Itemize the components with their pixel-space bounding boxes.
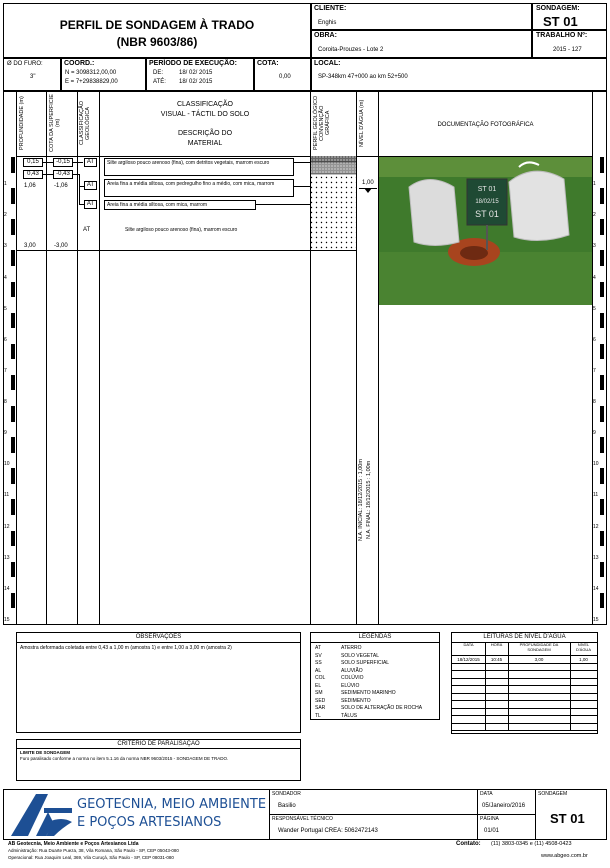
- trabalho-label: TRABALHO Nº:: [536, 32, 588, 39]
- legendas-box: [310, 632, 440, 720]
- desc-layer-4: Silte argiloso pouco arenoso (fina), marrom escuro: [125, 227, 238, 233]
- de-value: 18/ 02/ 2015: [179, 70, 213, 76]
- scale-tick-label: 3: [593, 243, 596, 250]
- scale-tick-label: 11: [4, 492, 10, 499]
- scale-segment: [600, 157, 604, 173]
- sondador-value: Basilio: [278, 803, 296, 809]
- na-inicial: N.A. INICIAL: 18/12/2015 : 1,00m: [358, 459, 364, 541]
- leituras-header: NÍVEL D'ÁGUA: [576, 642, 591, 652]
- page-title: PERFIL DE SONDAGEM À TRADO: [59, 18, 255, 32]
- leituras-box: [451, 632, 598, 734]
- desc-layer-3: Areia fina a média siltosa, com mica, marrom: [104, 200, 256, 210]
- scale-tick-label: 4: [4, 274, 7, 281]
- scale-segment: [11, 468, 15, 484]
- scale-segment: [11, 219, 15, 235]
- scale-tick-label: 11: [593, 492, 599, 499]
- responsavel-label: RESPONSÁVEL TÉCNICO: [272, 816, 333, 822]
- scale-segment: [11, 250, 15, 266]
- legend-desc: ELÚVIO: [341, 682, 360, 689]
- observacoes-text: Amostra deformada coletada entre 0,43 a 1,00 m (amostra 1) e entre 1,00 a 3,00 m (amostra 2): [20, 645, 232, 651]
- address-admin: Administração: Rua Duarte Pueza, 38, Vila Romana, São Paulo - SP, CEP 05043-080: [8, 848, 179, 853]
- local-box: [311, 58, 607, 91]
- board-text-3: ST 01: [475, 209, 499, 219]
- sondagem-box: [532, 3, 607, 30]
- leituras-header: HORA: [490, 642, 503, 647]
- obra-label: OBRA:: [314, 32, 337, 39]
- scale-segment: [11, 406, 15, 422]
- scale-tick-label: 2: [593, 212, 596, 219]
- scale-tick-label: 7: [593, 367, 596, 374]
- scale-tick-label: 9: [4, 430, 7, 437]
- scale-tick-label: 10: [593, 461, 599, 468]
- furo-box: [3, 58, 61, 91]
- leituras-header: DATA: [463, 642, 474, 647]
- col-classificacao-geologica: CLASSIFICAÇÃO GEOLÓGICA: [79, 101, 91, 146]
- water-level-mark: 1,00: [362, 180, 374, 186]
- legend-code: TL: [315, 712, 321, 719]
- scale-tick-label: 6: [593, 336, 596, 343]
- pagina-label: PÁGINA: [480, 816, 499, 822]
- scale-segment: [11, 593, 15, 609]
- cota-value: 0,00: [279, 74, 291, 80]
- periodo-box: [146, 58, 254, 91]
- data-value: 05/Janeiro/2016: [482, 803, 526, 809]
- cota-3-00: -3,00: [54, 243, 68, 249]
- desc-layer-1: Silte argiloso pouco arenoso (fina), com detritos vegetais, marrom escuro: [104, 158, 294, 176]
- company-name-line1: GEOTECNIA, MEIO AMBIENTE: [77, 797, 267, 812]
- scale-segment: [11, 499, 15, 515]
- observacoes-title: OBSERVAÇÕES: [135, 634, 182, 640]
- scale-segment: [11, 188, 15, 204]
- scale-tick-label: 14: [4, 585, 10, 592]
- address-operacional: Operacional: Rua Joaquim Leal, 369, Vila Curuçá, São Paulo - SP, CEP 08031-080: [8, 855, 174, 860]
- cota-0-15: -0,15: [53, 158, 73, 167]
- leituras-header: PROFUNDIDADE DA SONDAGEM: [519, 642, 559, 652]
- scale-segment: [600, 531, 604, 547]
- scale-segment: [600, 499, 604, 515]
- scale-tick-label: 4: [593, 274, 596, 281]
- scale-segment: [11, 375, 15, 391]
- criterio-title: CRITÉRIO DE PARALISAÇÃO: [117, 741, 200, 747]
- obra-box: [311, 30, 532, 58]
- depth-0-43: 0,43: [23, 170, 43, 179]
- observacoes-box: [16, 632, 301, 733]
- cota-0-43: -0,43: [53, 170, 73, 179]
- scale-tick-label: 15: [593, 617, 599, 623]
- scale-tick-label: 10: [4, 461, 10, 468]
- legend-desc: SOLO DE ALTERAÇÃO DE ROCHA: [341, 705, 423, 711]
- coord-e: E = 7+29838829,00: [65, 79, 118, 85]
- col-nivel: NÍVEL D'ÁGUA (m): [359, 99, 365, 147]
- code-at-4: AT: [83, 227, 91, 233]
- ate-value: 18/ 02/ 2015: [179, 79, 213, 85]
- col-descricao-title: DESCRIÇÃO DO: [177, 130, 233, 137]
- code-at-1: AT: [84, 158, 97, 167]
- trabalho-value: 2015 - 127: [553, 47, 582, 53]
- geological-profile: [310, 156, 356, 250]
- scale-segment: [600, 406, 604, 422]
- scale-tick-label: 5: [4, 305, 7, 312]
- code-at-3: AT: [84, 200, 97, 209]
- legend-code: SED: [315, 697, 326, 704]
- scale-tick-label: 1: [4, 181, 7, 188]
- scale-tick-label: 13: [593, 554, 599, 561]
- depth-3-00: 3,00: [24, 243, 36, 249]
- scale-segment: [600, 562, 604, 578]
- scale-tick-label: 5: [593, 305, 596, 312]
- legendas-title: LEGENDAS: [358, 634, 392, 640]
- cota-label: COTA:: [257, 60, 279, 67]
- scale-tick-label: 12: [4, 523, 10, 530]
- cota-box: [254, 58, 311, 91]
- legend-desc: ALUVIÃO: [341, 667, 363, 674]
- footer-sondagem-value: ST 01: [550, 811, 585, 826]
- scale-tick-label: 2: [4, 212, 7, 219]
- address-company: AB Geotecnia, Meio Ambiente e Poços Artesianos Ltda: [8, 841, 139, 847]
- scale-segment: [11, 344, 15, 360]
- coord-label: COORD.:: [64, 60, 95, 67]
- legend-code: SS: [315, 660, 322, 666]
- scale-tick-label: 6: [4, 336, 7, 343]
- cliente-value: Enghis: [318, 20, 337, 26]
- scale-tick-label: 8: [593, 399, 596, 406]
- depth-0-15: 0,15: [23, 158, 43, 167]
- scale-tick-label: 1: [593, 181, 596, 188]
- legend-code: SM: [315, 690, 323, 696]
- legend-desc: COLÚVIO: [341, 675, 364, 681]
- pagina-value: 01/01: [484, 828, 500, 834]
- criterio-box: [16, 739, 301, 781]
- scale-segment: [600, 593, 604, 609]
- scale-segment: [600, 250, 604, 266]
- col-classificacao-sub: VISUAL - TÁCTIL DO SOLO: [160, 111, 250, 118]
- col-classificacao-title: CLASSIFICAÇÃO: [176, 101, 233, 108]
- leituras-cell: 3,00: [534, 656, 544, 662]
- scale-tick-label: 12: [593, 523, 599, 530]
- data-label: DATA: [480, 791, 493, 797]
- scale-segment: [11, 313, 15, 329]
- page-subtitle: (NBR 9603/86): [116, 35, 198, 49]
- col-perfil: PERFIL GEOLÓGICO CONVENÇÃO GRÁFICA: [313, 95, 331, 151]
- legend-code: SAR: [315, 705, 326, 711]
- contato-label: Contato:: [456, 841, 481, 847]
- col-descricao-sub: MATERIAL: [187, 140, 223, 147]
- scale-tick-label: 9: [593, 430, 596, 437]
- scale-segment: [11, 157, 15, 173]
- criterio-subtitle: LIMITE DE SONDAGEM: [20, 750, 71, 755]
- scale-tick-label: 7: [4, 367, 7, 374]
- scale-tick-label: 15: [4, 617, 10, 623]
- scale-segment: [11, 282, 15, 298]
- contato-value: (11) 3803-0345 e (11) 4508-0423: [491, 841, 572, 847]
- scale-segment: [600, 375, 604, 391]
- legend-desc: SEDIMENTO MARINHO: [341, 690, 396, 696]
- water-level-triangle-icon: [364, 188, 372, 193]
- scale-segment: [600, 313, 604, 329]
- scale-segment: [11, 562, 15, 578]
- legend-code: SV: [315, 652, 322, 659]
- coord-box: [61, 58, 146, 91]
- local-label: LOCAL:: [314, 60, 341, 67]
- scale-tick-label: 3: [4, 243, 7, 250]
- cliente-label: CLIENTE:: [314, 5, 347, 12]
- header-title-box: [3, 3, 311, 58]
- legend-desc: SOLO SUPERFICIAL: [341, 660, 390, 666]
- col-doc-foto: DOCUMENTAÇÃO FOTOGRÁFICA: [437, 122, 534, 128]
- local-value: SP-348km 47+000 ao km 52+500: [318, 74, 408, 80]
- legend-code: AT: [315, 645, 322, 651]
- leituras-cell: 1,00: [579, 656, 588, 662]
- company-logo: [6, 792, 76, 838]
- periodo-label: PERÍODO DE EXECUÇÃO:: [149, 60, 237, 67]
- na-final: N.A. FINAL: 18/12/2015 : 1,00m: [366, 460, 372, 540]
- legend-code: COL: [315, 675, 326, 681]
- legend-code: AL: [315, 667, 322, 674]
- website: www.abgeo.com.br: [541, 853, 588, 859]
- obra-value: Coroita-Prouzes - Lote 2: [318, 47, 384, 53]
- sondagem-label: SONDAGEM:: [536, 5, 580, 12]
- ate-label: ATÉ:: [153, 79, 166, 85]
- de-label: DE:: [153, 70, 164, 76]
- company-name-line2: E POÇOS ARTESIANOS: [77, 815, 222, 830]
- cliente-box: [311, 3, 532, 30]
- legend-desc: SEDIMENTO: [341, 697, 371, 704]
- leituras-title: LEITURAS DE NÍVEL D'ÁGUA: [483, 634, 566, 640]
- criterio-text: Furo paralisado conforme a norma no item 5.1.16 da norma NBR 9603/2015 - SONDAGEM DE TRADO.: [20, 756, 229, 761]
- scale-segment: [11, 437, 15, 453]
- scale-segment: [600, 344, 604, 360]
- scale-segment: [11, 531, 15, 547]
- furo-label: Ø DO FURO:: [7, 61, 43, 67]
- scale-segment: [600, 437, 604, 453]
- code-at-2: AT: [84, 181, 97, 190]
- sondador-label: SONDADOR: [272, 791, 301, 797]
- scale-tick-label: 8: [4, 399, 7, 406]
- board-text-2: 18/02/15: [475, 199, 499, 205]
- cota-1-06: -1,06: [54, 183, 68, 189]
- scale-segment: [600, 282, 604, 298]
- col-cota: COTA DA SUPERFICIE (m): [49, 94, 61, 152]
- legend-desc: SOLO VEGETAL: [341, 652, 379, 659]
- col-profundidade: PROFUNDIDADE (m): [19, 96, 25, 150]
- legend-desc: TÁLUS: [341, 712, 358, 719]
- responsavel-value: Wander Portugal CREA: 5062472143: [278, 828, 378, 834]
- scale-segment: [600, 468, 604, 484]
- sondagem-value: ST 01: [543, 14, 578, 29]
- field-photo: [379, 157, 592, 305]
- scale-tick-label: 13: [4, 554, 10, 561]
- coord-n: N = 3098312,00,00: [65, 70, 117, 76]
- leituras-cell: 18/12/2015: [457, 656, 480, 662]
- footer-sondagem-label: SONDAGEM: [538, 791, 568, 797]
- desc-layer-2: Areia fina a média siltosa, com pedregulho fino a médio, com mica, marrom: [104, 179, 294, 197]
- trabalho-box: [532, 30, 607, 58]
- legend-desc: ATERRO: [341, 645, 362, 651]
- furo-value: 3": [30, 74, 36, 80]
- leituras-cell: 10:45: [490, 656, 503, 662]
- depth-1-06: 1,06: [24, 183, 36, 189]
- scale-segment: [600, 188, 604, 204]
- scale-tick-label: 14: [593, 585, 599, 592]
- legend-code: EL: [315, 682, 322, 689]
- scale-segment: [600, 219, 604, 235]
- board-text-1: ST 01: [477, 186, 497, 193]
